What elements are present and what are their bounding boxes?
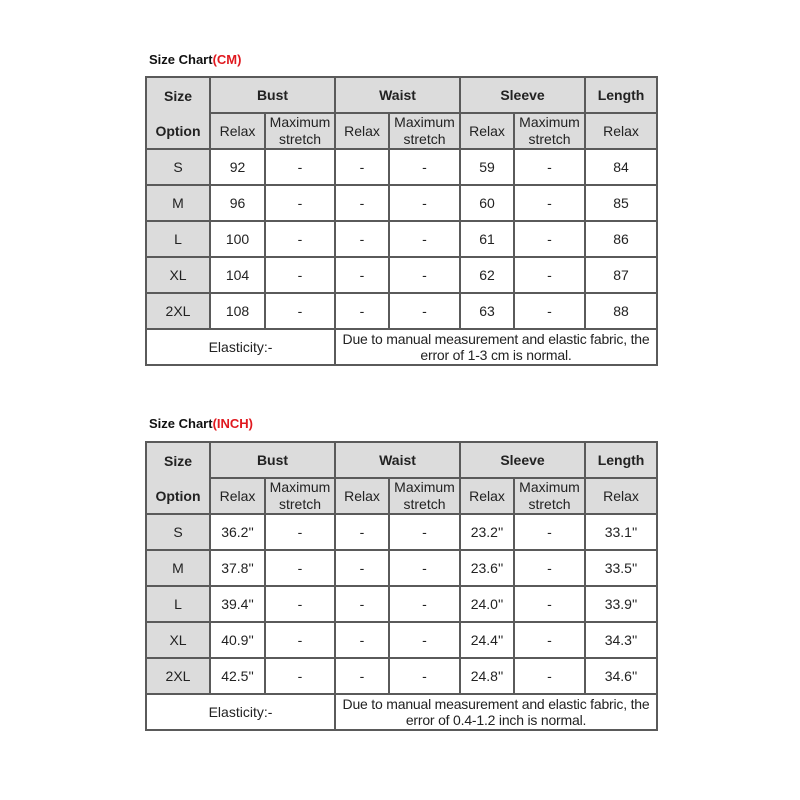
chart-unit-label: (CM) [212, 52, 242, 67]
cell-sleeve-max: - [514, 658, 585, 694]
cell-sleeve-relax: 62 [460, 257, 514, 293]
cell-waist-relax: - [335, 257, 389, 293]
size-cell: L [146, 586, 210, 622]
subheader-bust-max: Maximum stretch [265, 478, 335, 514]
cell-waist-relax: - [335, 586, 389, 622]
size-chart-inch-title [149, 416, 253, 431]
chart-title-text: Size Chart [149, 52, 213, 67]
table-row [146, 514, 657, 550]
cell-waist-max: - [389, 586, 460, 622]
elasticity-label: Elasticity:- [146, 329, 335, 365]
size-cell: S [146, 149, 210, 185]
cell-length-relax: 34.6'' [585, 658, 657, 694]
header-waist: Waist [335, 77, 460, 113]
cell-sleeve-relax: 63 [460, 293, 514, 329]
cell-bust-max: - [265, 586, 335, 622]
cell-sleeve-max: - [514, 586, 585, 622]
subheader-waist-max: Maximum stretch [389, 113, 460, 149]
size-cell: M [146, 185, 210, 221]
size-cell: 2XL [146, 658, 210, 694]
table-row [146, 185, 657, 221]
cell-bust-relax: 92 [210, 149, 265, 185]
cell-waist-relax: - [335, 550, 389, 586]
cell-waist-max: - [389, 293, 460, 329]
subheader-sleeve-max: Maximum stretch [514, 478, 585, 514]
subheader-waist-relax: Relax [335, 113, 389, 149]
table-row [146, 293, 657, 329]
cell-waist-max: - [389, 550, 460, 586]
cell-sleeve-relax: 60 [460, 185, 514, 221]
cell-waist-relax: - [335, 221, 389, 257]
header-length: Length [585, 77, 657, 113]
header-sleeve: Sleeve [460, 77, 585, 113]
cell-bust-relax: 104 [210, 257, 265, 293]
cell-bust-max: - [265, 185, 335, 221]
cell-sleeve-max: - [514, 257, 585, 293]
header-option: Option [146, 113, 210, 149]
cell-waist-max: - [389, 658, 460, 694]
cell-length-relax: 33.1'' [585, 514, 657, 550]
chart-title-text: Size Chart [149, 416, 213, 431]
cell-bust-relax: 37.8'' [210, 550, 265, 586]
cell-bust-relax: 100 [210, 221, 265, 257]
cell-waist-max: - [389, 257, 460, 293]
cell-sleeve-max: - [514, 514, 585, 550]
size-table-cm [145, 76, 658, 366]
cell-bust-max: - [265, 514, 335, 550]
cell-length-relax: 85 [585, 185, 657, 221]
cell-bust-relax: 36.2'' [210, 514, 265, 550]
size-chart-cm-title [149, 52, 241, 67]
header-size: Size [146, 77, 210, 113]
cell-sleeve-relax: 24.4'' [460, 622, 514, 658]
cell-length-relax: 33.5'' [585, 550, 657, 586]
cell-sleeve-relax: 61 [460, 221, 514, 257]
table-row [146, 149, 657, 185]
measurement-note: Due to manual measurement and elastic fabric, the error of 0.4-1.2 inch is normal. [335, 694, 657, 730]
cell-bust-relax: 40.9'' [210, 622, 265, 658]
cell-sleeve-max: - [514, 550, 585, 586]
cell-waist-max: - [389, 622, 460, 658]
chart-unit-label: (INCH) [212, 416, 254, 431]
cell-waist-relax: - [335, 293, 389, 329]
subheader-sleeve-relax: Relax [460, 113, 514, 149]
cell-waist-max: - [389, 185, 460, 221]
header-option: Option [146, 478, 210, 514]
subheader-bust-max: Maximum stretch [265, 113, 335, 149]
cell-bust-relax: 39.4'' [210, 586, 265, 622]
subheader-length-relax: Relax [585, 478, 657, 514]
size-cell: S [146, 514, 210, 550]
cell-bust-max: - [265, 221, 335, 257]
cell-bust-relax: 42.5'' [210, 658, 265, 694]
size-cell: M [146, 550, 210, 586]
cell-waist-relax: - [335, 185, 389, 221]
cell-waist-relax: - [335, 622, 389, 658]
cell-bust-max: - [265, 622, 335, 658]
cell-sleeve-relax: 23.2'' [460, 514, 514, 550]
cell-length-relax: 84 [585, 149, 657, 185]
cell-waist-relax: - [335, 658, 389, 694]
table-row [146, 658, 657, 694]
size-cell: XL [146, 257, 210, 293]
cell-sleeve-max: - [514, 185, 585, 221]
header-length: Length [585, 442, 657, 478]
cell-bust-max: - [265, 149, 335, 185]
cell-sleeve-max: - [514, 293, 585, 329]
size-cell: 2XL [146, 293, 210, 329]
elasticity-label: Elasticity:- [146, 694, 335, 730]
table-row [146, 257, 657, 293]
header-waist: Waist [335, 442, 460, 478]
header-size: Size [146, 442, 210, 478]
subheader-sleeve-relax: Relax [460, 478, 514, 514]
table-row [146, 550, 657, 586]
cell-waist-max: - [389, 149, 460, 185]
subheader-bust-relax: Relax [210, 478, 265, 514]
cell-bust-max: - [265, 293, 335, 329]
cell-length-relax: 88 [585, 293, 657, 329]
cell-bust-relax: 108 [210, 293, 265, 329]
table-row [146, 622, 657, 658]
cell-sleeve-max: - [514, 149, 585, 185]
cell-bust-relax: 96 [210, 185, 265, 221]
cell-bust-max: - [265, 257, 335, 293]
cell-waist-relax: - [335, 149, 389, 185]
cell-sleeve-max: - [514, 622, 585, 658]
cell-sleeve-relax: 24.8'' [460, 658, 514, 694]
subheader-sleeve-max: Maximum stretch [514, 113, 585, 149]
header-sleeve: Sleeve [460, 442, 585, 478]
cell-sleeve-relax: 24.0'' [460, 586, 514, 622]
cell-waist-relax: - [335, 514, 389, 550]
cell-waist-max: - [389, 221, 460, 257]
cell-length-relax: 33.9'' [585, 586, 657, 622]
cell-waist-max: - [389, 514, 460, 550]
subheader-length-relax: Relax [585, 113, 657, 149]
cell-length-relax: 86 [585, 221, 657, 257]
header-bust: Bust [210, 77, 335, 113]
size-cell: XL [146, 622, 210, 658]
subheader-waist-relax: Relax [335, 478, 389, 514]
cell-length-relax: 34.3'' [585, 622, 657, 658]
subheader-bust-relax: Relax [210, 113, 265, 149]
cell-sleeve-max: - [514, 221, 585, 257]
cell-sleeve-relax: 23.6'' [460, 550, 514, 586]
cell-bust-max: - [265, 550, 335, 586]
table-row [146, 221, 657, 257]
cell-sleeve-relax: 59 [460, 149, 514, 185]
cell-length-relax: 87 [585, 257, 657, 293]
size-cell: L [146, 221, 210, 257]
size-table-inch [145, 441, 658, 731]
subheader-waist-max: Maximum stretch [389, 478, 460, 514]
header-bust: Bust [210, 442, 335, 478]
cell-bust-max: - [265, 658, 335, 694]
table-row [146, 586, 657, 622]
measurement-note: Due to manual measurement and elastic fabric, the error of 1-3 cm is normal. [335, 329, 657, 365]
